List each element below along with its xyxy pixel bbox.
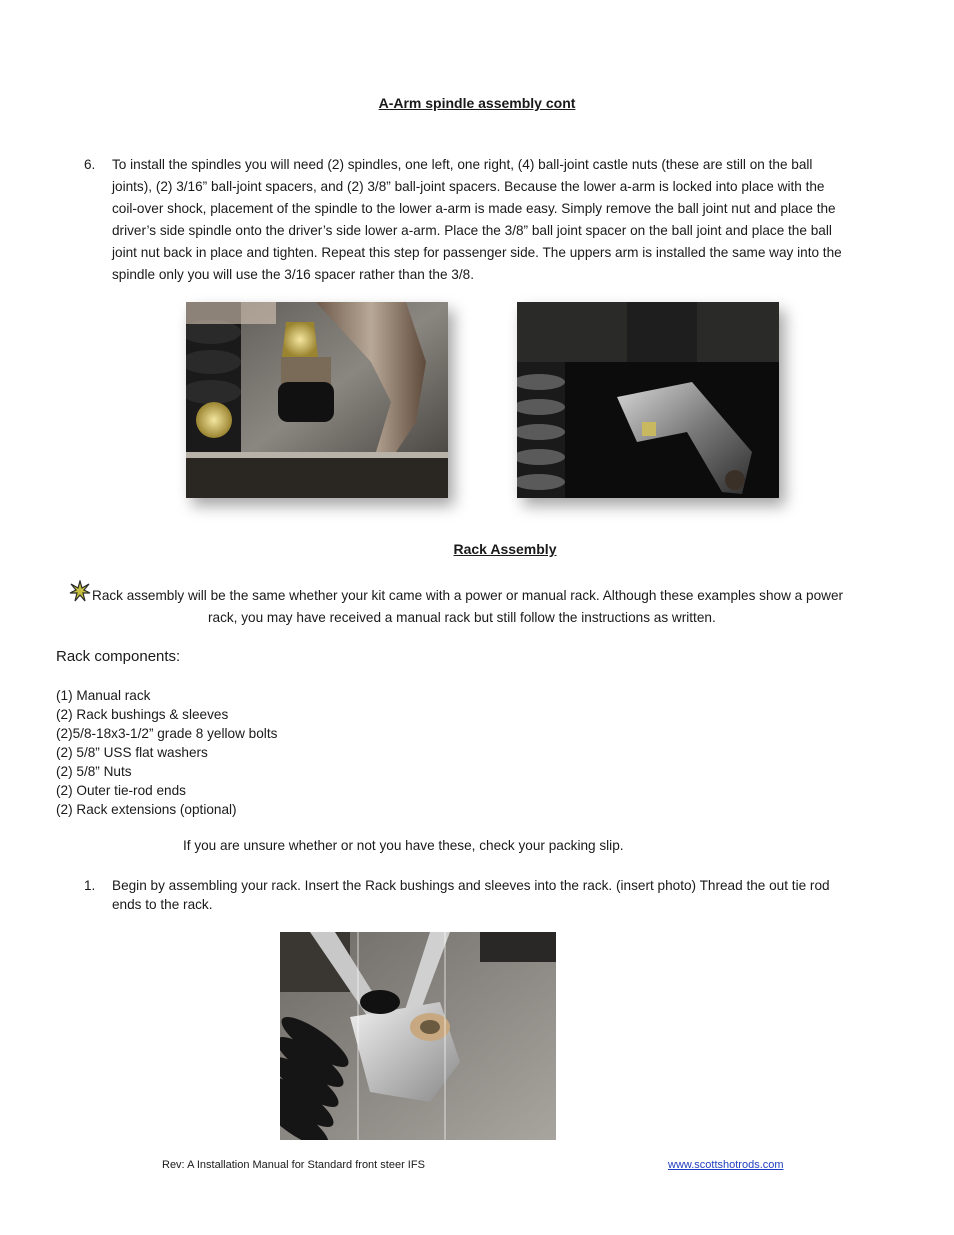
step-1-text	[112, 876, 830, 914]
step-6-line: driver’s side spindle onto the driver’s side lower a-arm. Place the 3/8” ball joint spacer on the ball joint and place the ball	[112, 223, 832, 238]
list-item: (2) Rack bushings & sleeves	[56, 707, 229, 722]
footer-website-link[interactable]: www.scottshotrods.com	[668, 1159, 784, 1171]
list-item: (2) 5/8” Nuts	[56, 764, 132, 779]
photo-spindle-coilover-image	[517, 302, 779, 498]
list-item: (2) Rack extensions (optional)	[56, 802, 237, 817]
step-1-line: Begin by assembling your rack. Insert the Rack bushings and sleeves into the rack. (insert photo) Thread the out tie rod	[112, 878, 830, 893]
step-6-line: spindle only you will use the 3/16 spacer rather than the 3/8.	[112, 267, 474, 282]
rack-note-line-2: rack, you may have received a manual rack but still follow the instructions as written.	[208, 610, 716, 625]
list-item: (1) Manual rack	[56, 688, 151, 703]
list-item: (2) 5/8” USS flat washers	[56, 745, 208, 760]
photo-spindle-ball-joint	[186, 302, 448, 498]
photo-rack-bushings	[280, 932, 556, 1140]
section-title-a-arm: A-Arm spindle assembly cont	[378, 95, 576, 111]
step-6-text	[112, 154, 912, 286]
rack-note-line-1: Rack assembly will be the same whether your kit came with a power or manual rack. Although these examples show a power	[92, 588, 844, 603]
step-6-line: To install the spindles you will need (2) spindles, one left, one right, (4) ball-joint castle nuts (these are still on the ball	[112, 157, 813, 172]
star-burst-icon	[69, 580, 91, 602]
footer-revision: Rev: A Installation Manual for Standard front steer IFS	[162, 1159, 425, 1171]
photo-spindle-coilover	[517, 302, 779, 498]
list-item: (2) Outer tie-rod ends	[56, 783, 186, 798]
photo-rack-bushings-image	[280, 932, 556, 1140]
step-1-line: ends to the rack.	[112, 897, 213, 912]
components-list	[56, 686, 277, 819]
step-6-line: joints), (2) 3/16” ball-joint spacers, and (2) 3/8” ball-joint spacers. Because the lower a-arm is locked into place with the	[112, 179, 825, 194]
step-6-line: joint nut back in place and tighten. Repeat this step for passenger side. The uppers arm is installed the same way into the	[112, 245, 842, 260]
components-heading: Rack components:	[56, 648, 181, 665]
step-number-1: 1.	[84, 878, 96, 893]
packing-slip-note: If you are unsure whether or not you have these, check your packing slip.	[183, 838, 624, 853]
photo-spindle-ball-joint-image	[186, 302, 448, 498]
step-6-line: coil-over shock, placement of the spindle to the lower a-arm is made easy. Simply remove the ball joint nut and place the	[112, 201, 836, 216]
list-item: (2)5/8-18x3-1/2” grade 8 yellow bolts	[56, 726, 278, 741]
step-number-6: 6.	[84, 157, 96, 172]
section-title-rack-assembly: Rack Assembly	[453, 541, 557, 557]
